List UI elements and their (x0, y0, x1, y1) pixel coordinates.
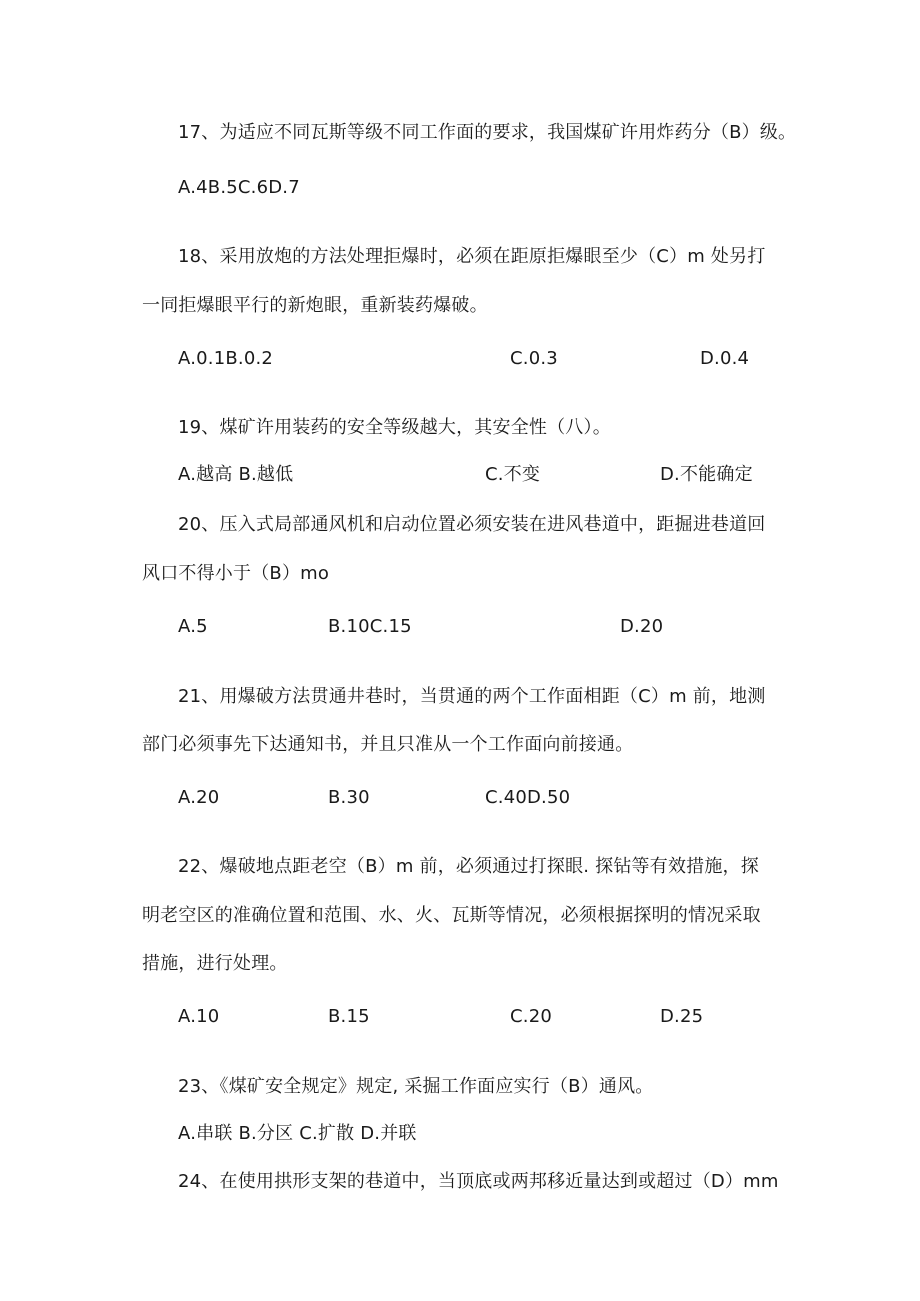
question-20-line-1: 20、压入式局部通风机和启动位置必须安装在进风巷道中，距掘进巷道回 (178, 514, 766, 535)
question-20-option-d: D.20 (620, 616, 664, 637)
question-19-option-ab: A.越高 B.越低 (178, 464, 294, 485)
question-19-option-c: C.不变 (485, 464, 541, 485)
question-22-line-3: 措施，进行处理。 (142, 953, 288, 974)
question-22-line-2: 明老空区的准确位置和范围、水、火、瓦斯等情况，必须根据探明的情况采取 (142, 905, 761, 926)
question-18-line-2: 一同拒爆眼平行的新炮眼，重新装药爆破。 (142, 295, 488, 316)
question-21-line-1: 21、用爆破方法贯通井巷时，当贯通的两个工作面相距（C）m 前，地测 (178, 686, 766, 707)
question-24: 24、在使用拱形支架的巷道中，当顶底或两邦移近量达到或超过（D）mm (178, 1171, 779, 1192)
question-22-line-1: 22、爆破地点距老空（B）m 前，必须通过打探眼. 探钻等有效措施，探 (178, 856, 759, 877)
question-18-option-c: C.0.3 (510, 348, 558, 369)
question-18-option-d: D.0.4 (700, 348, 750, 369)
question-21-option-cd: C.40D.50 (485, 787, 571, 808)
question-21-line-2: 部门必须事先下达通知书，并且只准从一个工作面向前接通。 (142, 734, 634, 755)
question-21-option-b: B.30 (328, 787, 370, 808)
question-22-option-d: D.25 (660, 1006, 704, 1027)
question-18-line-1: 18、采用放炮的方法处理拒爆时，必须在距原拒爆眼至少（C）m 处另打 (178, 246, 766, 267)
question-22-option-a: A.10 (178, 1006, 220, 1027)
question-19-option-d: D.不能确定 (660, 464, 753, 485)
question-20-option-bc: B.10C.15 (328, 616, 412, 637)
question-22-option-c: C.20 (510, 1006, 552, 1027)
question-23: 23、《煤矿安全规定》规定, 采掘工作面应实行（B）通风。 (178, 1076, 654, 1097)
question-23-options: A.串联 B.分区 C.扩散 D.并联 (178, 1123, 417, 1144)
question-22-option-b: B.15 (328, 1006, 370, 1027)
question-21-option-a: A.20 (178, 787, 220, 808)
question-19: 19、煤矿许用装药的安全等级越大，其安全性（八）。 (178, 417, 611, 438)
question-20-option-a: A.5 (178, 616, 208, 637)
question-18-option-ab: A.0.1B.0.2 (178, 348, 274, 369)
question-17-options: A.4B.5C.6D.7 (178, 177, 300, 198)
question-17: 17、为适应不同瓦斯等级不同工作面的要求，我国煤矿许用炸药分（B）级。 (178, 122, 797, 143)
question-20-line-2: 风口不得小于（B）mo (142, 563, 330, 584)
